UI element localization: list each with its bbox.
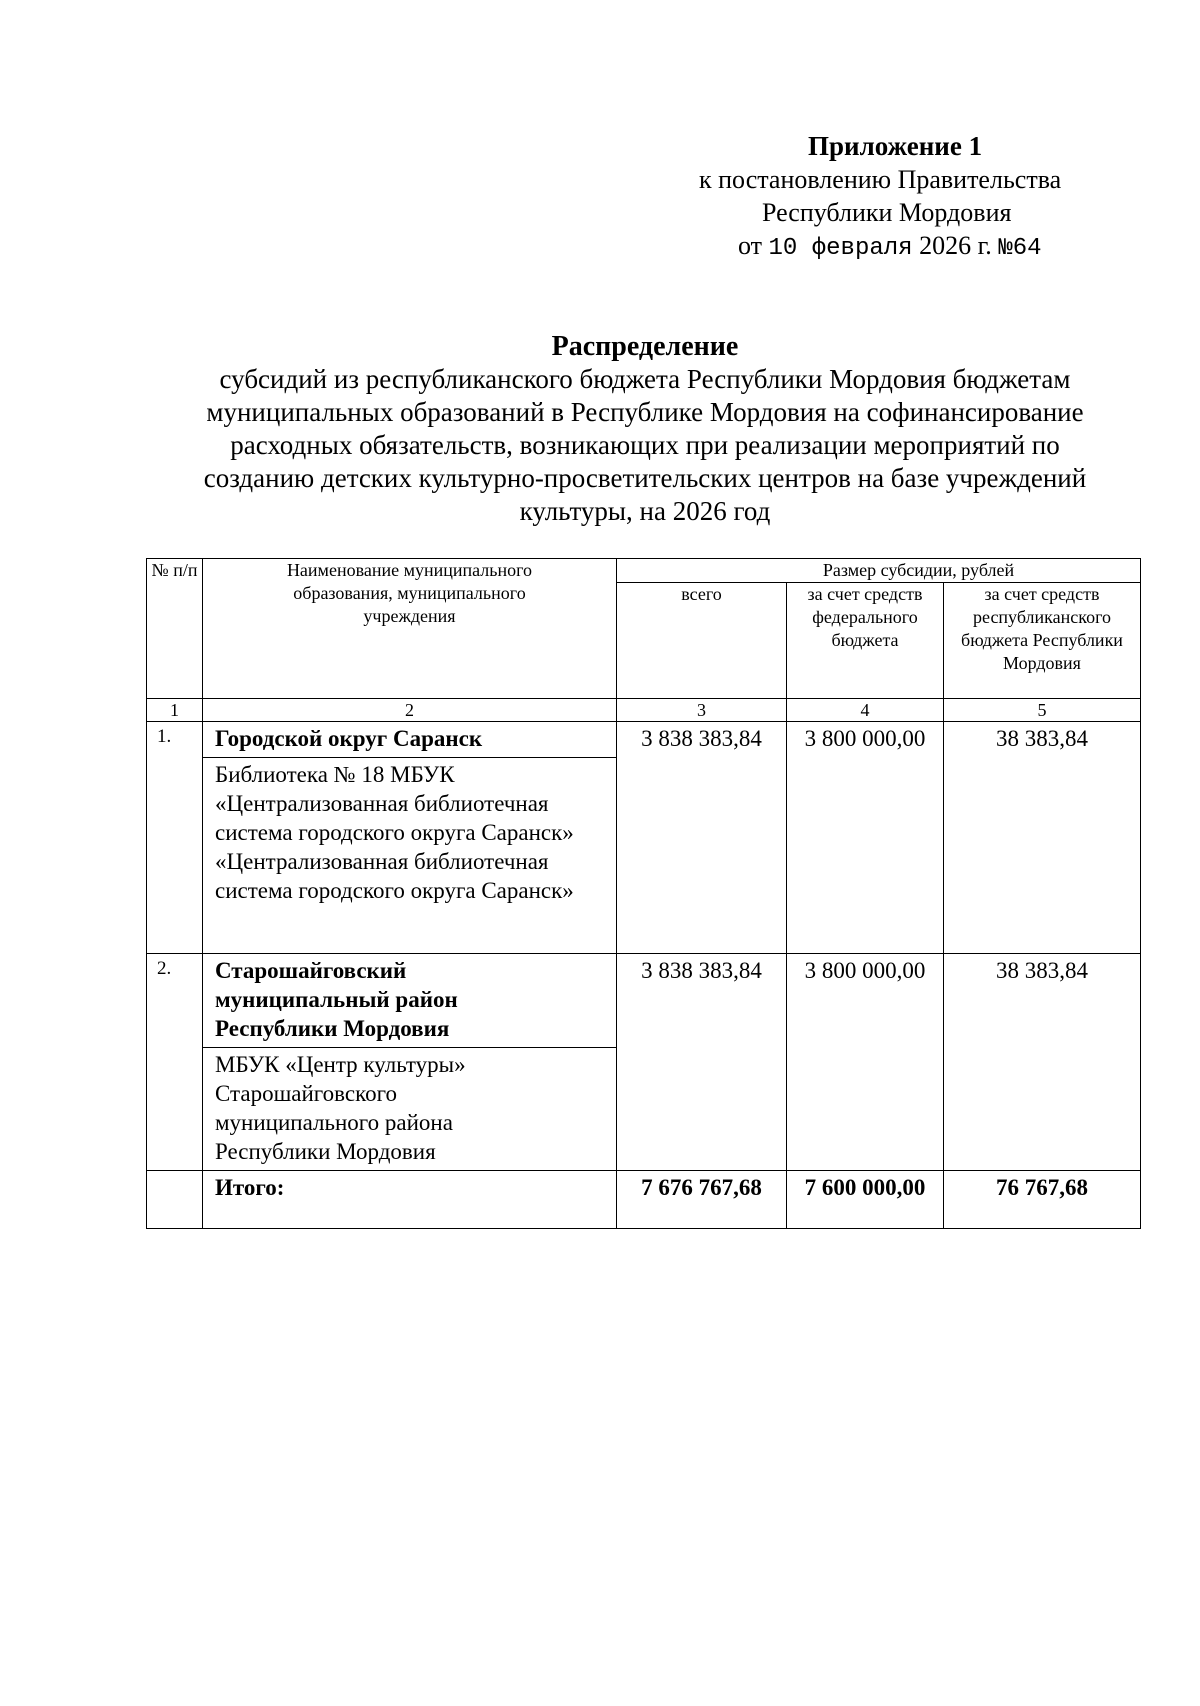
column-number: 3 <box>617 699 787 722</box>
column-number: 4 <box>787 699 944 722</box>
document-subtitle-line: созданию детских культурно-просветительских центров на базе учреждений <box>203 463 1087 493</box>
row-total: 3 838 383,84 <box>617 722 787 954</box>
appendix-title: Приложение 1 <box>808 131 983 161</box>
row-federal: 3 800 000,00 <box>787 954 944 1171</box>
document-subtitle-line: муниципальных образований в Республике Мордовия на софинансирование <box>206 397 1084 427</box>
row-federal: 3 800 000,00 <box>787 722 944 954</box>
row-republic: 38 383,84 <box>944 722 1141 954</box>
header-number: № п/п <box>147 559 203 699</box>
document-subtitle-line: расходных обязательств, возникающих при реализации мероприятий по <box>230 430 1060 460</box>
header-federal: за счет средств федерального бюджета <box>787 583 944 699</box>
total-federal: 7 600 000,00 <box>787 1171 944 1229</box>
row-municipality: Старошайговский муниципальный район Республики Мордовия <box>203 954 617 1048</box>
appendix-line-2: Республики Мордовия <box>762 198 1012 227</box>
total-label: Итого: <box>203 1171 617 1229</box>
column-number: 1 <box>147 699 203 722</box>
appendix-date-line <box>690 229 1110 265</box>
total-republic: 76 767,68 <box>944 1171 1141 1229</box>
total-sum: 7 676 767,68 <box>617 1171 787 1229</box>
column-number: 5 <box>944 699 1141 722</box>
row-institution: Библиотека № 18 МБУК «Централизованная библиотечная система городского округа Саранск» «Централизованная библиотечная система городского округа Саранск» <box>203 758 617 954</box>
header-name: Наименование муниципального образования, муниципального учреждения <box>203 559 617 699</box>
header-total: всего <box>617 583 787 699</box>
document-subtitle-line: культуры, на 2026 год <box>519 496 771 526</box>
date-year: 2026 г. <box>919 231 992 260</box>
document-number: №64 <box>998 235 1042 262</box>
document-subtitle-line: субсидий из республиканского бюджета Республики Мордовия бюджетам <box>219 364 1071 394</box>
row-total: 3 838 383,84 <box>617 954 787 1171</box>
row-index: 2. <box>147 954 203 1171</box>
total-row <box>147 1171 1141 1229</box>
row-republic: 38 383,84 <box>944 954 1141 1171</box>
appendix-header <box>690 130 1110 265</box>
row-municipality: Городской округ Саранск <box>203 722 617 758</box>
row-institution: МБУК «Центр культуры» Старошайговского муниципального района Республики Мордовия <box>203 1048 617 1171</box>
column-number: 2 <box>203 699 617 722</box>
row-index: 1. <box>147 722 203 954</box>
header-republic: за счет средств республиканского бюджета Республики Мордовия <box>944 583 1141 699</box>
subsidy-table <box>146 558 1141 1229</box>
date-prefix: от <box>738 231 763 260</box>
date-value: 10 февраля <box>768 235 913 262</box>
appendix-line-1: к постановлению Правительства <box>699 165 1062 194</box>
document-title: Распределение <box>551 331 739 362</box>
table-row <box>147 954 1141 1048</box>
table-row <box>147 722 1141 758</box>
header-subsidy: Размер субсидии, рублей <box>617 559 1141 583</box>
total-index-cell <box>147 1171 203 1229</box>
document-title-block <box>150 330 1140 528</box>
